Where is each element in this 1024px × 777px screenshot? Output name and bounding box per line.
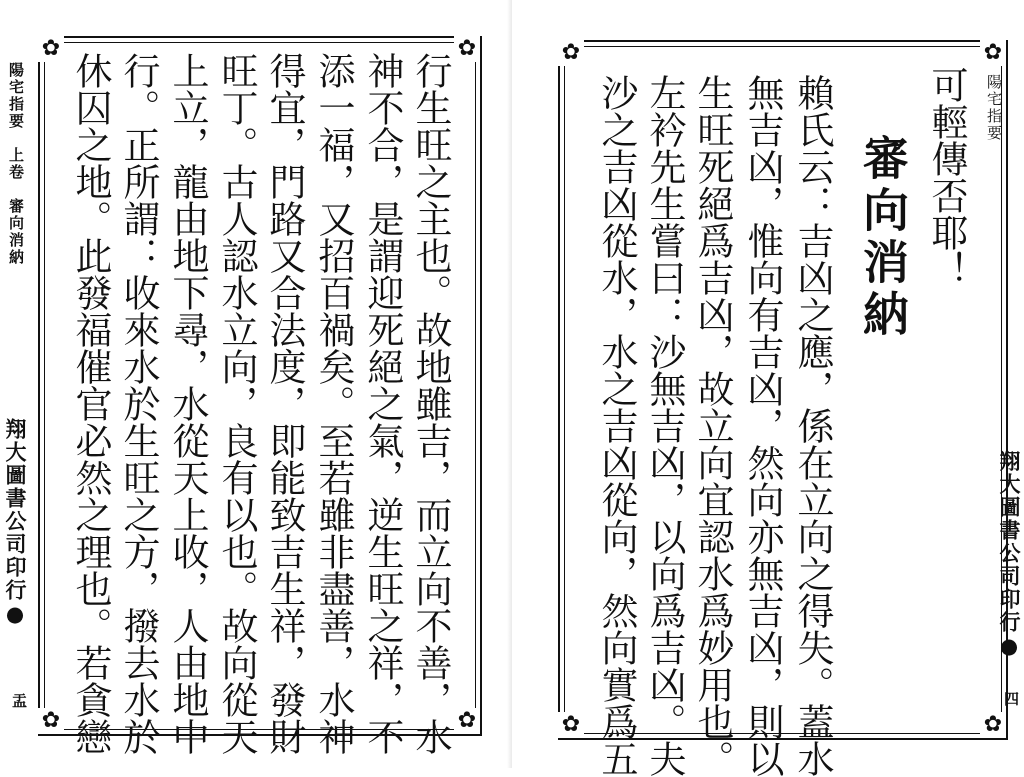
text-column: 生旺死絕爲吉凶，故立向宜認水爲妙用也。 bbox=[691, 74, 734, 777]
flower-ornament-icon: ✿ bbox=[980, 40, 1006, 66]
text-column: 旺丁。古人認水立向，良有以也。故向從天 bbox=[215, 52, 258, 755]
text-column: 左衿先生嘗曰：沙無吉凶，以向爲吉凶。夫 bbox=[643, 74, 686, 777]
text-column: 休囚之地。此發福催官必然之理也。若貪戀 bbox=[69, 52, 112, 755]
right-publisher-imprint: 翔大圖書公司印行● bbox=[997, 450, 1021, 660]
text-column: 賴氏云：吉凶之應，係在立向之得失。蓋水 bbox=[791, 74, 834, 777]
flower-ornament-icon: ✿ bbox=[38, 36, 64, 62]
flower-ornament-icon: ✿ bbox=[454, 36, 480, 62]
left-page bbox=[0, 0, 512, 768]
right-margin-header: 陽宅指要 bbox=[985, 74, 1003, 142]
flower-ornament-icon: ✿ bbox=[558, 40, 584, 66]
text-column: 上立，龍由地下尋，水從天上收，人由地中 bbox=[166, 52, 209, 755]
text-column: 得宜，門路又合法度，即能致吉生祥，發財 bbox=[263, 52, 306, 755]
left-page-number: 盂 bbox=[12, 692, 28, 710]
left-margin-header: 陽宅指要 上卷 審向消納 bbox=[7, 62, 25, 266]
section-title: 審向消納 bbox=[856, 134, 910, 342]
closing-line: 可輕傳否耶！ bbox=[925, 66, 968, 288]
text-column: 神不合，是謂迎死絕之氣，逆生旺之祥，不 bbox=[361, 52, 404, 755]
flower-ornament-icon: ✿ bbox=[454, 708, 480, 734]
right-page bbox=[512, 0, 1024, 777]
flower-ornament-icon: ✿ bbox=[558, 712, 584, 738]
text-column: 無吉凶，惟向有吉凶，然向亦無吉凶，則以 bbox=[741, 74, 784, 777]
text-column: 行生旺之主也。故地雖吉，而立向不善，水 bbox=[409, 52, 452, 755]
right-page-number: 四 bbox=[1004, 690, 1020, 708]
text-column: 添一福，又招百禍矣。至若雖非盡善，水神 bbox=[312, 52, 355, 755]
flower-ornament-icon: ✿ bbox=[980, 712, 1006, 738]
left-publisher-imprint: 翔大圖書公司印行● bbox=[3, 418, 27, 628]
text-column: 行。正所謂：收來水於生旺之方，撥去水於 bbox=[117, 52, 160, 755]
text-column: 沙之吉凶從水，水之吉凶從向，然向實爲五 bbox=[595, 74, 638, 777]
flower-ornament-icon: ✿ bbox=[38, 708, 64, 734]
